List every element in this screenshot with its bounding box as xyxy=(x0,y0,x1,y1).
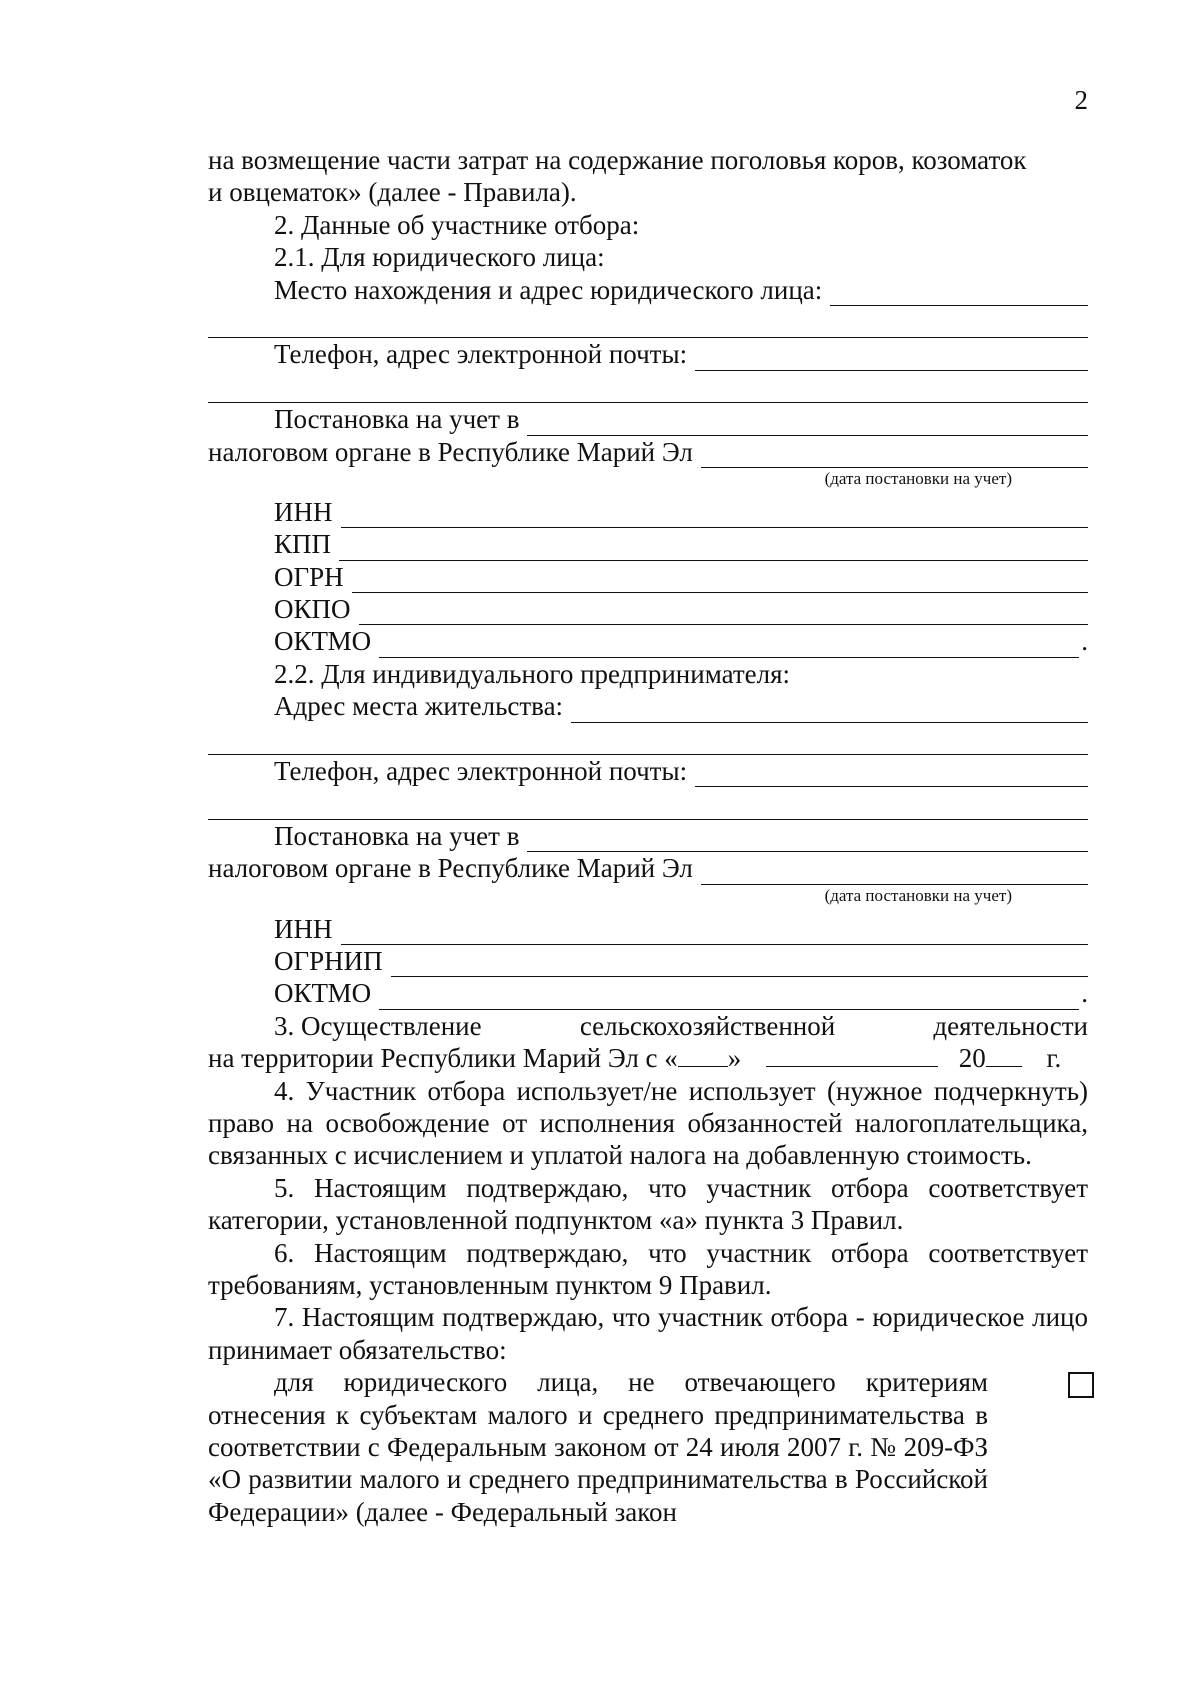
section-3-word-3: деятельности xyxy=(933,1010,1088,1041)
ip-tax-label-2: налоговом органе в Республике Марий Эл xyxy=(208,853,693,884)
start-month-field[interactable] xyxy=(766,1042,938,1067)
legal-address-field-line-2[interactable] xyxy=(208,306,1088,338)
ip-phone-label: Телефон, адрес электронной почты: xyxy=(274,756,688,787)
legal-address-row xyxy=(208,274,1088,306)
section-3-word-1: 3. Осуществление xyxy=(274,1010,482,1041)
legal-oktmo-field[interactable] xyxy=(379,632,1079,658)
ip-tax-date-field[interactable] xyxy=(701,859,1088,885)
section-4 xyxy=(208,1075,1088,1172)
legal-oktmo-label: ОКТМО xyxy=(274,626,372,657)
ip-phone-field[interactable] xyxy=(695,761,1088,787)
ip-oktmo-row xyxy=(208,977,1088,1009)
period-mark: . xyxy=(1081,626,1088,657)
legal-oktmo-row xyxy=(208,625,1088,657)
legal-inn-row xyxy=(208,496,1088,528)
ip-tax-authority-field[interactable] xyxy=(527,826,1088,852)
legal-ogrn-row xyxy=(208,561,1088,593)
legal-address-field[interactable] xyxy=(830,280,1088,306)
ip-ogrnip-label: ОГРНИП xyxy=(274,945,383,976)
legal-okpo-field[interactable] xyxy=(359,599,1088,625)
legal-tax-label-2: налоговом органе в Республике Марий Эл xyxy=(208,436,693,467)
ip-address-row xyxy=(208,690,1088,722)
legal-tax-label-1: Постановка на учет в xyxy=(274,404,520,435)
ip-inn-label: ИНН xyxy=(274,913,333,944)
legal-okpo-label: ОКПО xyxy=(274,594,351,625)
legal-phone-label: Телефон, адрес электронной почты: xyxy=(274,339,688,370)
start-day-field[interactable] xyxy=(678,1042,728,1067)
ip-ogrnip-field[interactable] xyxy=(391,951,1088,977)
section-4-text: 4. Участник отбора использует/не использует (нужное подчеркнуть) право на освобождение от исполнения обязанностей налогоплательщика, связанных с исчислением и уплатой налога на добавленную стоимость. xyxy=(208,1075,1088,1171)
section-3-text-a: на территории Республики Марий Эл с « xyxy=(208,1043,678,1074)
ip-address-field-line-2[interactable] xyxy=(208,723,1088,755)
legal-inn-field[interactable] xyxy=(341,502,1089,528)
legal-phone-row xyxy=(208,338,1088,370)
ip-tax-label-1: Постановка на учет в xyxy=(274,820,520,851)
section-2-2-title: 2.2. Для индивидуального предпринимателя: xyxy=(274,658,791,689)
ip-inn-field[interactable] xyxy=(341,919,1089,945)
legal-kpp-row xyxy=(208,528,1088,560)
ip-date-hint: (дата постановки на учет) xyxy=(824,885,1012,905)
legal-inn-label: ИНН xyxy=(274,496,333,527)
section-7-item-paragraph xyxy=(208,1366,988,1528)
section-7-item xyxy=(208,1366,1088,1528)
section-3-line-2 xyxy=(208,1042,1088,1074)
legal-address-label: Место нахождения и адрес юридического лица: xyxy=(274,274,823,305)
ip-oktmo-field[interactable] xyxy=(379,984,1079,1010)
intro-text-1: на возмещение части затрат на содержание поголовья коров, козоматок xyxy=(208,145,1027,175)
intro-line-2: и овцематок» (далее - Правила). xyxy=(208,177,577,208)
legal-tax-row-2 xyxy=(208,436,1088,468)
ip-address-field[interactable] xyxy=(571,697,1088,723)
legal-kpp-label: КПП xyxy=(274,529,332,560)
legal-kpp-field[interactable] xyxy=(339,535,1088,561)
ip-tax-row-2 xyxy=(208,852,1088,884)
section-5 xyxy=(208,1172,1088,1237)
section-7 xyxy=(208,1301,1088,1366)
ip-tax-row-1 xyxy=(208,820,1088,852)
section-3-text-d: г. xyxy=(1046,1043,1062,1074)
legal-ogrn-label: ОГРН xyxy=(274,561,344,592)
ip-address-label: Адрес места жительства: xyxy=(274,691,564,722)
section-3-line-1 xyxy=(208,1010,1088,1042)
section-6 xyxy=(208,1237,1088,1302)
ip-phone-field-line-2[interactable] xyxy=(208,787,1088,819)
ip-inn-row xyxy=(208,913,1088,945)
legal-phone-field-line-2[interactable] xyxy=(208,371,1088,403)
legal-ogrn-field[interactable] xyxy=(352,567,1088,593)
legal-phone-field[interactable] xyxy=(695,345,1088,371)
legal-tax-authority-field[interactable] xyxy=(527,410,1088,436)
page-number: 2 xyxy=(1074,85,1088,115)
section-5-text: 5. Настоящим подтверждаю, что участник отбора соответствует категории, установленной подпунктом «а» пункта 3 Правил. xyxy=(208,1172,1088,1236)
ip-phone-row xyxy=(208,755,1088,787)
section-2-1-title: 2.1. Для юридического лица: xyxy=(274,242,605,273)
intro-line-1 xyxy=(208,144,1088,176)
legal-tax-row-1 xyxy=(208,403,1088,435)
legal-tax-date-field[interactable] xyxy=(701,442,1088,468)
ip-ogrnip-row xyxy=(208,945,1088,977)
legal-date-hint: (дата постановки на учет) xyxy=(824,468,1012,488)
section-3-word-2: сельскохозяйственной xyxy=(579,1010,836,1041)
section-3-text-b: » xyxy=(727,1043,742,1074)
section-6-text: 6. Настоящим подтверждаю, что участник отбора соответствует требованиям, установленным пунктом 9 Правил. xyxy=(208,1237,1088,1300)
period-mark: . xyxy=(1081,978,1088,1009)
section-2-title: 2. Данные об участнике отбора: xyxy=(274,209,640,240)
legal-okpo-row xyxy=(208,593,1088,625)
start-year-field[interactable] xyxy=(986,1042,1022,1067)
document-body xyxy=(208,144,1088,1528)
ip-oktmo-label: ОКТМО xyxy=(274,978,372,1009)
section-7-text: 7. Настоящим подтверждаю, что участник отбора - юридическое лицо принимает обязательство: xyxy=(208,1302,1088,1365)
section-3-text-c: 20 xyxy=(958,1043,986,1074)
obligation-checkbox[interactable] xyxy=(1068,1372,1094,1398)
section-7-item-text: для юридического лица, не отвечающего критериям отнесения к субъектам малого и среднего предпринимательства в соответствии с Федеральным законом от 24 июля 2007 г. № 209-ФЗ «О развитии малого и среднего предпринимательства в Российской Федерации» (далее - Федеральный закон xyxy=(208,1367,988,1527)
